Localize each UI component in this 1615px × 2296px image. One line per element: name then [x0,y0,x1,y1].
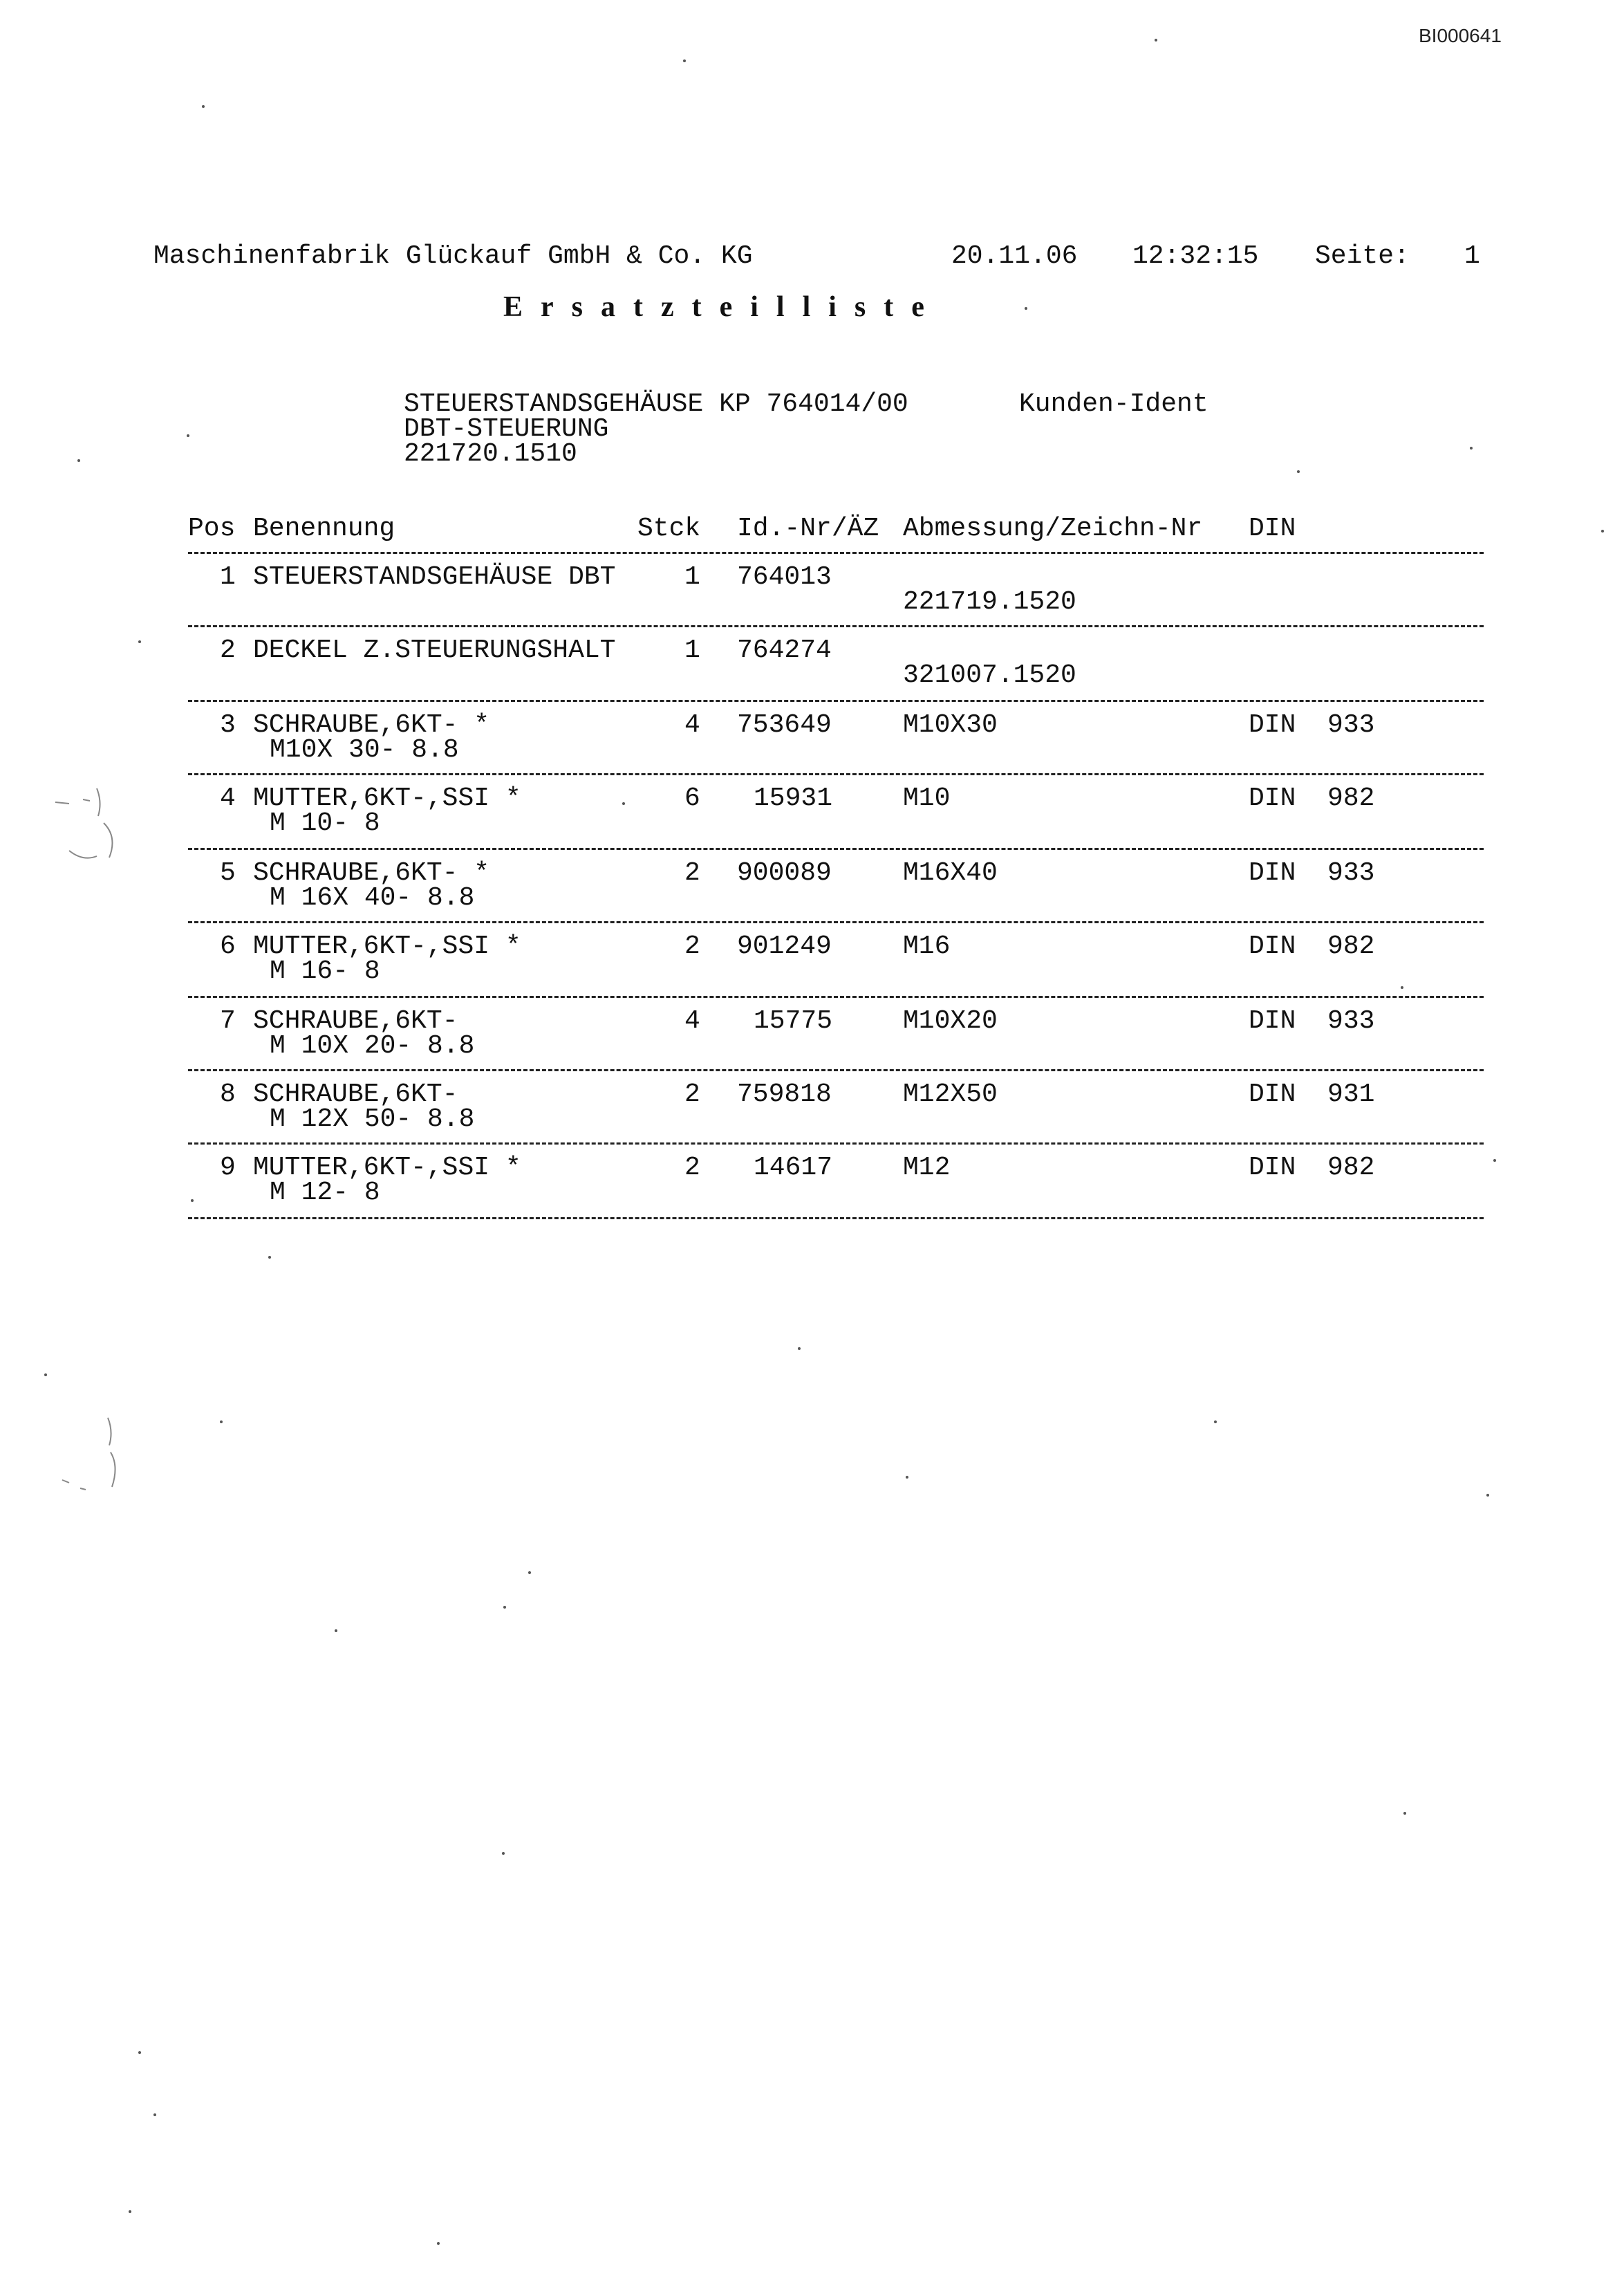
page-number: 1 [1464,241,1480,271]
row-din: DIN 933 [1249,1006,1375,1036]
scan-speck [622,802,625,805]
scan-speck [44,1373,47,1376]
row-divider [188,1069,1484,1071]
scan-speck [138,640,141,643]
scan-speck [1297,470,1300,473]
row-dimension: M10X30 [903,710,998,740]
table-row [0,858,1615,913]
scan-speck [335,1629,337,1632]
row-dimension: M10X20 [903,1006,998,1036]
row-name-detail: M 16X 40- 8.8 [270,883,475,913]
row-din: DIN 982 [1249,784,1375,813]
scan-speck [1401,986,1403,989]
table-row [0,932,1615,986]
table-row [0,1006,1615,1061]
row-din: DIN 982 [1249,932,1375,961]
row-divider [188,1142,1484,1145]
company-name: Maschinenfabrik Glückauf GmbH & Co. KG [153,241,753,271]
row-divider [188,848,1484,850]
scan-speck [1403,1812,1406,1815]
row-divider [188,921,1484,923]
scan-speck [129,2210,131,2213]
scan-speck [153,2113,156,2116]
table-bottom-divider [188,1217,1484,1219]
header-divider [188,552,1484,554]
document-id-stamp: BI000641 [1419,25,1502,46]
row-drawing-number: 221719.1520 [903,587,1076,617]
col-header-id: Id.-Nr/ÄZ [737,514,879,544]
row-pos: 5 [220,858,236,888]
scan-speck [187,434,189,437]
scan-speck [1025,307,1027,310]
row-qty: 6 [684,784,700,813]
row-din: DIN 931 [1249,1080,1375,1109]
row-id: 900089 [737,858,832,888]
row-name-detail: M 10X 20- 8.8 [270,1031,475,1061]
assembly-drawing-number: 221720.1510 [404,439,577,469]
row-pos: 8 [220,1080,236,1109]
row-dimension: M16 [903,932,951,961]
scan-speck [906,1476,908,1479]
table-row [0,1155,1615,1205]
scan-speck [1470,447,1473,450]
row-dimension: M12 [903,1153,951,1183]
scan-speck [798,1347,801,1350]
col-header-name: Benennung [253,514,395,544]
row-qty: 2 [684,1080,700,1109]
row-drawing-number: 321007.1520 [903,660,1076,690]
row-divider [188,625,1484,627]
scan-speck [1214,1420,1217,1423]
scan-speck [191,1199,194,1202]
row-qty: 4 [684,710,700,740]
row-divider [188,773,1484,775]
col-header-din: DIN [1249,514,1296,544]
pencil-mark [41,1411,124,1508]
row-id: 901249 [737,932,832,961]
row-divider [188,700,1484,702]
row-name: SCHRAUBE,6KT- [253,1080,458,1109]
table-row [0,636,1615,690]
row-pos: 6 [220,932,236,961]
page-label: Seite: [1315,241,1410,271]
row-pos: 4 [220,784,236,813]
row-name: MUTTER,6KT-,SSI * [253,784,521,813]
table-row [0,1080,1615,1134]
row-id: 14617 [754,1153,833,1183]
row-name: SCHRAUBE,6KT- * [253,858,490,888]
customer-ident-label: Kunden-Ident [1019,389,1208,419]
row-id: 764013 [737,562,832,592]
col-header-pos: Pos [188,514,236,544]
scan-speck [528,1571,531,1574]
print-date: 20.11.06 [951,241,1078,271]
row-qty: 1 [684,636,700,665]
scan-speck [1493,1159,1496,1162]
row-id: 15931 [754,784,833,813]
row-name-detail: M 16- 8 [270,956,380,986]
scan-speck [502,1852,505,1855]
scan-speck [202,105,205,108]
row-pos: 2 [220,636,236,665]
scan-speck [138,2051,141,2054]
row-name-detail: M 12- 8 [270,1178,380,1207]
row-id: 759818 [737,1080,832,1109]
row-name: MUTTER,6KT-,SSI * [253,1153,521,1183]
table-row [0,562,1615,617]
print-time: 12:32:15 [1132,241,1259,271]
row-pos: 7 [220,1006,236,1036]
row-name: DECKEL Z.STEUERUNGSHALT [253,636,616,665]
row-name: SCHRAUBE,6KT- * [253,710,490,740]
row-name-detail: M10X 30- 8.8 [270,735,459,765]
pencil-mark [41,775,124,871]
scan-speck [437,2242,440,2245]
scan-speck [1155,39,1157,41]
scan-speck [268,1256,271,1259]
table-row [0,784,1615,838]
row-qty: 1 [684,562,700,592]
row-name: STEUERSTANDSGEHÄUSE DBT [253,562,616,592]
assembly-subtitle: DBT-STEUERUNG [404,414,609,444]
row-pos: 3 [220,710,236,740]
row-id: 15775 [754,1006,833,1036]
row-pos: 9 [220,1153,236,1183]
scan-speck [1486,1494,1489,1497]
document-title: Ersatzteilliste [503,291,942,323]
scan-speck [683,59,686,62]
assembly-name: STEUERSTANDSGEHÄUSE KP 764014/00 [404,389,908,419]
row-din: DIN 933 [1249,710,1375,740]
scan-speck [503,1606,506,1609]
table-row [0,710,1615,765]
scan-speck [1601,530,1604,533]
col-header-dimension: Abmessung/Zeichn-Nr [903,514,1203,544]
row-name-detail: M 10- 8 [270,808,380,838]
row-id: 764274 [737,636,832,665]
row-dimension: M10 [903,784,951,813]
scan-speck [77,459,80,462]
row-divider [188,996,1484,998]
scan-speck [220,1420,223,1423]
row-pos: 1 [220,562,236,592]
row-qty: 2 [684,858,700,888]
row-qty: 2 [684,1153,700,1183]
row-din: DIN 982 [1249,1153,1375,1183]
row-name: MUTTER,6KT-,SSI * [253,932,521,961]
row-dimension: M12X50 [903,1080,998,1109]
row-dimension: M16X40 [903,858,998,888]
row-qty: 4 [684,1006,700,1036]
row-name: SCHRAUBE,6KT- [253,1006,458,1036]
row-qty: 2 [684,932,700,961]
row-id: 753649 [737,710,832,740]
col-header-qty: Stck [637,514,701,544]
row-din: DIN 933 [1249,858,1375,888]
row-name-detail: M 12X 50- 8.8 [270,1104,475,1134]
